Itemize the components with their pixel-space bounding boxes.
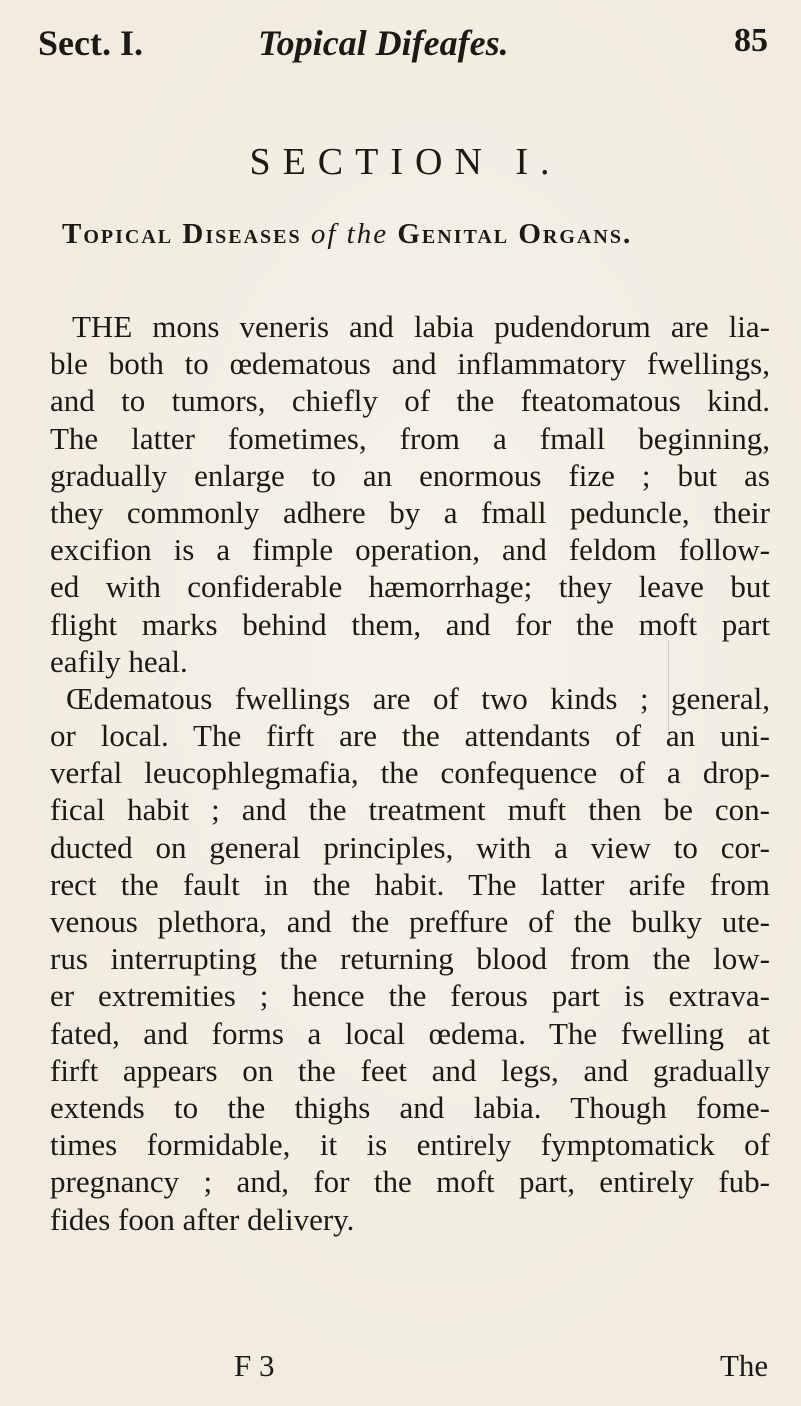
text-line: gradually enlarge to an enormous fize ; but as <box>50 457 770 493</box>
text-line: The latter fometimes, from a fmall beginning, <box>50 420 770 456</box>
page-footer <box>0 1348 801 1388</box>
text-line: fated, and forms a local œdema. The fwelling at <box>50 1015 770 1051</box>
text-line: flight marks behind them, and for the moft part <box>50 606 770 642</box>
section-title: SECTION I. <box>249 141 562 183</box>
text-line: fical habit ; and the treatment muft then be con- <box>50 792 770 828</box>
running-head <box>38 22 768 72</box>
text-line: ducted on general principles, with a view to cor- <box>50 829 770 865</box>
text-line: pregnancy ; and, for the moft part, entirely fub- <box>50 1164 770 1200</box>
text-line: rect the fault in the habit. The latter arife from <box>50 866 770 902</box>
text-line: ble both to œdematous and inflammatory fwellings, <box>50 346 770 382</box>
running-head-title: Topical Difeafes. <box>258 23 509 63</box>
text-line: and to tumors, chiefly of the fteatomatous kind. <box>50 383 770 419</box>
text-line: excifion is a fimple operation, and feldom follow- <box>50 532 770 568</box>
page-number: 85 <box>734 22 768 59</box>
text-line: ed with confiderable hæmorrhage; they leave but <box>50 569 770 605</box>
subtitle-part-3: Genital Organs. <box>397 218 633 250</box>
text-line: fides foon after delivery. <box>50 1201 355 1237</box>
text-line: er extremities ; hence the ferous part is extrava- <box>50 978 770 1014</box>
subtitle-part-1: Topical Diseases <box>62 218 302 250</box>
text-line: verfal leucophlegmafia, the confequence of a drop- <box>50 755 770 791</box>
text-line: they commonly adhere by a fmall peduncle, their <box>50 494 770 530</box>
text-line: extends to the thighs and labia. Though fome- <box>50 1089 770 1125</box>
text-line: rus interrupting the returning blood from the low- <box>50 941 770 977</box>
body-text <box>50 308 770 1238</box>
running-head-section: Sect. I. <box>38 23 143 63</box>
text-line: times formidable, it is entirely fymptomatick of <box>50 1127 770 1163</box>
text-line: THE mons veneris and labia pudendorum are lia- <box>72 309 770 344</box>
signature-mark: F 3 <box>234 1348 275 1383</box>
subtitle-part-2: of the <box>310 218 389 250</box>
text-line: or local. The firft are the attendants of an uni- <box>50 718 770 754</box>
text-line: venous plethora, and the preffure of the bulky ute- <box>50 904 770 939</box>
chapter-subtitle <box>62 218 762 251</box>
catchword: The <box>720 1348 769 1383</box>
text-line: eafily heal. <box>50 643 188 679</box>
text-line: Œdematous fwellings are of two kinds ; general, <box>66 680 770 716</box>
text-line: firft appears on the feet and legs, and gradually <box>50 1052 770 1088</box>
